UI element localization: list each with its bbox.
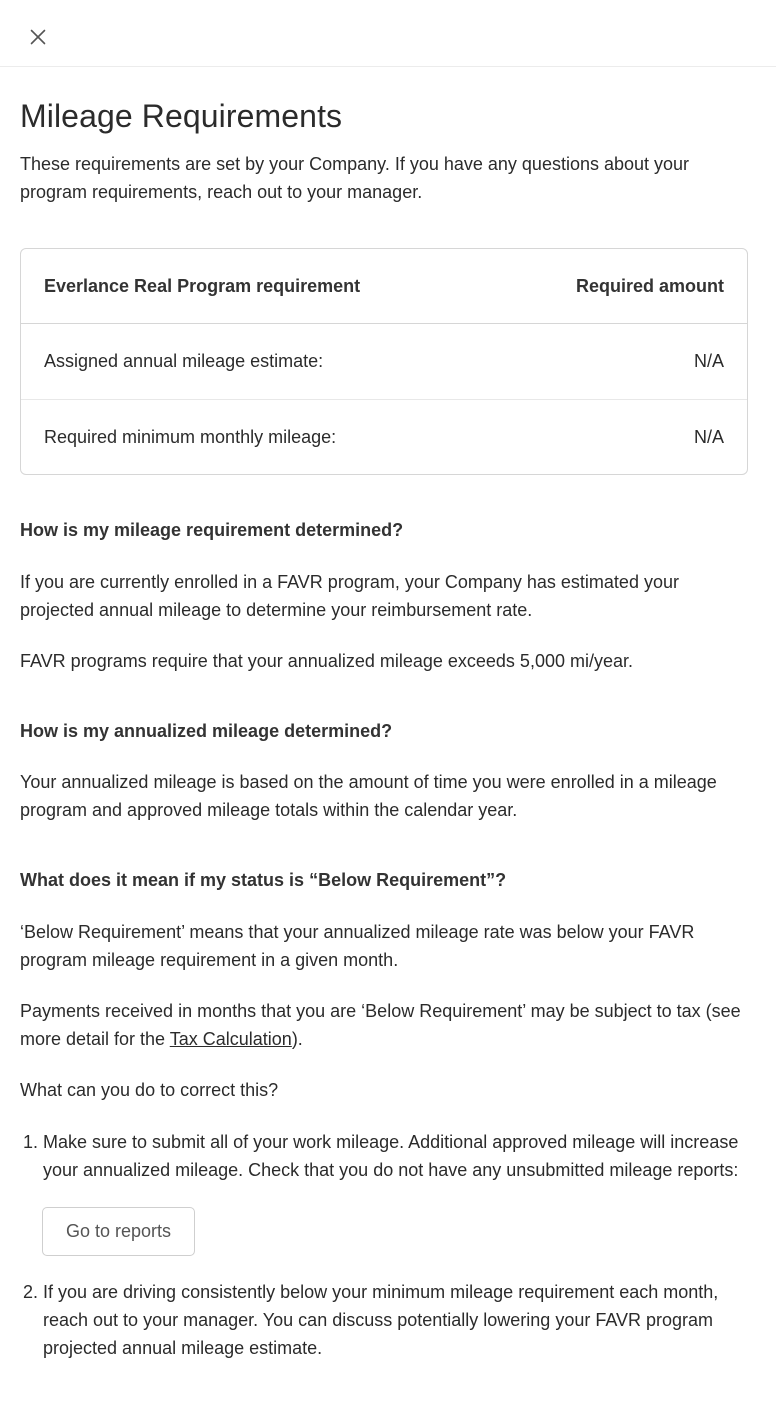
correct-this-text: What can you do to correct this? xyxy=(20,1080,279,1100)
faq-answer-below-p1: ‘Below Requirement’ means that your annualized mileage rate was below your FAVR program mileage requirement in a given month. xyxy=(20,922,695,970)
close-button[interactable] xyxy=(24,23,52,51)
row-label-monthly-minimum: Required minimum monthly mileage: xyxy=(44,426,337,447)
intro-text: These requirements are set by your Company. If you have any questions about your program requirements, reach out to your manager. xyxy=(20,154,690,202)
page-title: Mileage Requirements xyxy=(20,98,343,134)
list-item xyxy=(43,1278,748,1362)
top-bar xyxy=(0,0,776,67)
table-row xyxy=(21,399,747,474)
table-header xyxy=(21,249,747,324)
faq-answer-annualized: Your annualized mileage is based on the amount of time you were enrolled in a mileage program and approved mileage totals within the calendar year. xyxy=(20,772,717,820)
column-header-amount: Required amount xyxy=(575,275,724,296)
close-icon[interactable] xyxy=(30,29,46,45)
correction-steps xyxy=(20,1128,748,1362)
main-content xyxy=(20,68,748,1362)
faq-question-below-requirement: What does it mean if my status is “Below Requirement”? xyxy=(20,870,507,890)
table-row xyxy=(21,324,747,399)
tax-calculation-link[interactable]: Tax Calculation xyxy=(169,1029,292,1049)
step-1-text: Make sure to submit all of your work mileage. Additional approved mileage will increase your annualized mileage. Check that you do not have any unsubmitted mileage reports: xyxy=(43,1132,739,1180)
row-label-annual-estimate: Assigned annual mileage estimate: xyxy=(44,351,324,371)
list-item xyxy=(43,1128,748,1256)
faq-question-requirement: How is my mileage requirement determined? xyxy=(20,520,404,540)
row-value-annual-estimate: N/A xyxy=(693,351,724,371)
step-2-text: If you are driving consistently below your minimum mileage requirement each month, reach out to your manager. You can discuss potentially lowering your FAVR program projected annual mileage estimate. xyxy=(43,1282,719,1358)
faq-answer-requirement-p2: FAVR programs require that your annualized mileage exceeds 5,000 mi/year. xyxy=(20,651,633,671)
requirements-table xyxy=(20,248,748,475)
go-to-reports-button[interactable]: Go to reports xyxy=(42,1207,195,1256)
row-value-monthly-minimum: N/A xyxy=(693,426,724,447)
column-header-requirement: Everlance Real Program requirement xyxy=(44,275,361,296)
faq-answer-below-p2: Payments received in months that you are ‘Below Requirement’ may be subject to tax (see more detail for the Tax Calculation). xyxy=(20,1001,741,1049)
faq-answer-requirement-p1: If you are currently enrolled in a FAVR program, your Company has estimated your projected annual mileage to determine your reimbursement rate. xyxy=(20,572,679,620)
faq-question-annualized: How is my annualized mileage determined? xyxy=(20,721,393,741)
